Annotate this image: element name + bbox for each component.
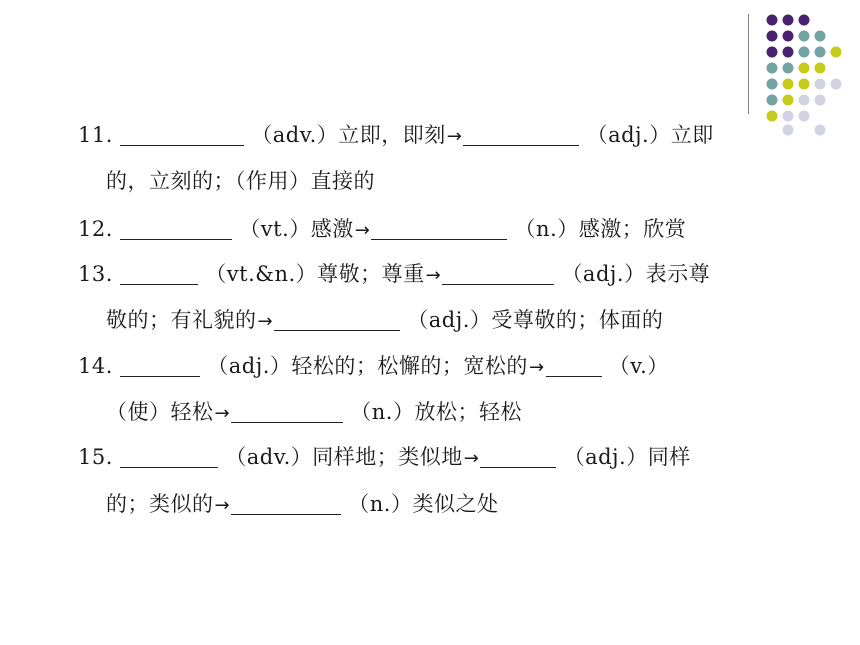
answer-blank[interactable] <box>231 494 341 515</box>
item-number: 12. <box>78 217 113 241</box>
definition-text: （adv.）立即，即刻 <box>251 123 446 147</box>
arrow-icon: → <box>463 448 480 469</box>
arrow-icon: → <box>528 357 545 378</box>
definition-text: 的；类似的 <box>106 492 214 516</box>
answer-blank[interactable] <box>120 219 232 240</box>
answer-blank[interactable] <box>120 447 218 468</box>
exercise-13-line-2 <box>106 305 663 337</box>
decorative-vertical-line <box>748 14 749 114</box>
definition-text: （adj.）轻松的；松懈的；宽松的 <box>207 354 528 378</box>
exercise-11-line-2 <box>106 166 375 196</box>
arrow-icon: → <box>214 495 231 516</box>
answer-blank[interactable] <box>120 356 200 377</box>
exercise-14-line-1 <box>78 351 669 383</box>
arrow-icon: → <box>425 265 442 286</box>
exercise-15-line-2 <box>106 489 498 521</box>
answer-blank[interactable] <box>480 447 556 468</box>
exercise-11-line-1 <box>78 120 714 152</box>
definition-text: （vt.）感激 <box>239 217 354 241</box>
answer-blank[interactable] <box>463 125 579 146</box>
exercise-14-line-2 <box>106 397 522 429</box>
definition-text: （vt.&n.）尊敬；尊重 <box>205 262 425 286</box>
definition-text: （v.） <box>608 354 669 378</box>
answer-blank[interactable] <box>231 402 343 423</box>
arrow-icon: → <box>446 126 463 147</box>
definition-text: 的，立刻的；（作用）直接的 <box>106 169 375 193</box>
definition-text: （n.）感激；欣赏 <box>514 217 687 241</box>
answer-blank[interactable] <box>546 356 602 377</box>
answer-blank[interactable] <box>371 219 507 240</box>
definition-text: （adv.）同样地；类似地 <box>225 445 463 469</box>
arrow-icon: → <box>257 311 274 332</box>
item-number: 14. <box>78 354 113 378</box>
definition-text: （adj.）立即 <box>586 123 714 147</box>
answer-blank[interactable] <box>120 264 198 285</box>
answer-blank[interactable] <box>442 264 554 285</box>
answer-blank[interactable] <box>274 310 400 331</box>
exercise-13-line-1 <box>78 259 710 291</box>
item-number: 11. <box>78 123 113 147</box>
arrow-icon: → <box>354 220 371 241</box>
definition-text: （使）轻松 <box>106 400 214 424</box>
definition-text: （adj.）受尊敬的；体面的 <box>407 308 664 332</box>
exercise-15-line-1 <box>78 442 691 474</box>
arrow-icon: → <box>214 403 231 424</box>
definition-text: （n.）类似之处 <box>348 492 499 516</box>
definition-text: （adj.）同样 <box>563 445 691 469</box>
definition-text: 敬的；有礼貌的 <box>106 308 257 332</box>
exercise-12-line <box>78 214 686 246</box>
item-number: 15. <box>78 445 113 469</box>
decorative-dot-grid <box>0 0 860 140</box>
item-number: 13. <box>78 262 113 286</box>
answer-blank[interactable] <box>120 125 244 146</box>
definition-text: （n.）放松；轻松 <box>350 400 522 424</box>
definition-text: （adj.）表示尊 <box>561 262 711 286</box>
